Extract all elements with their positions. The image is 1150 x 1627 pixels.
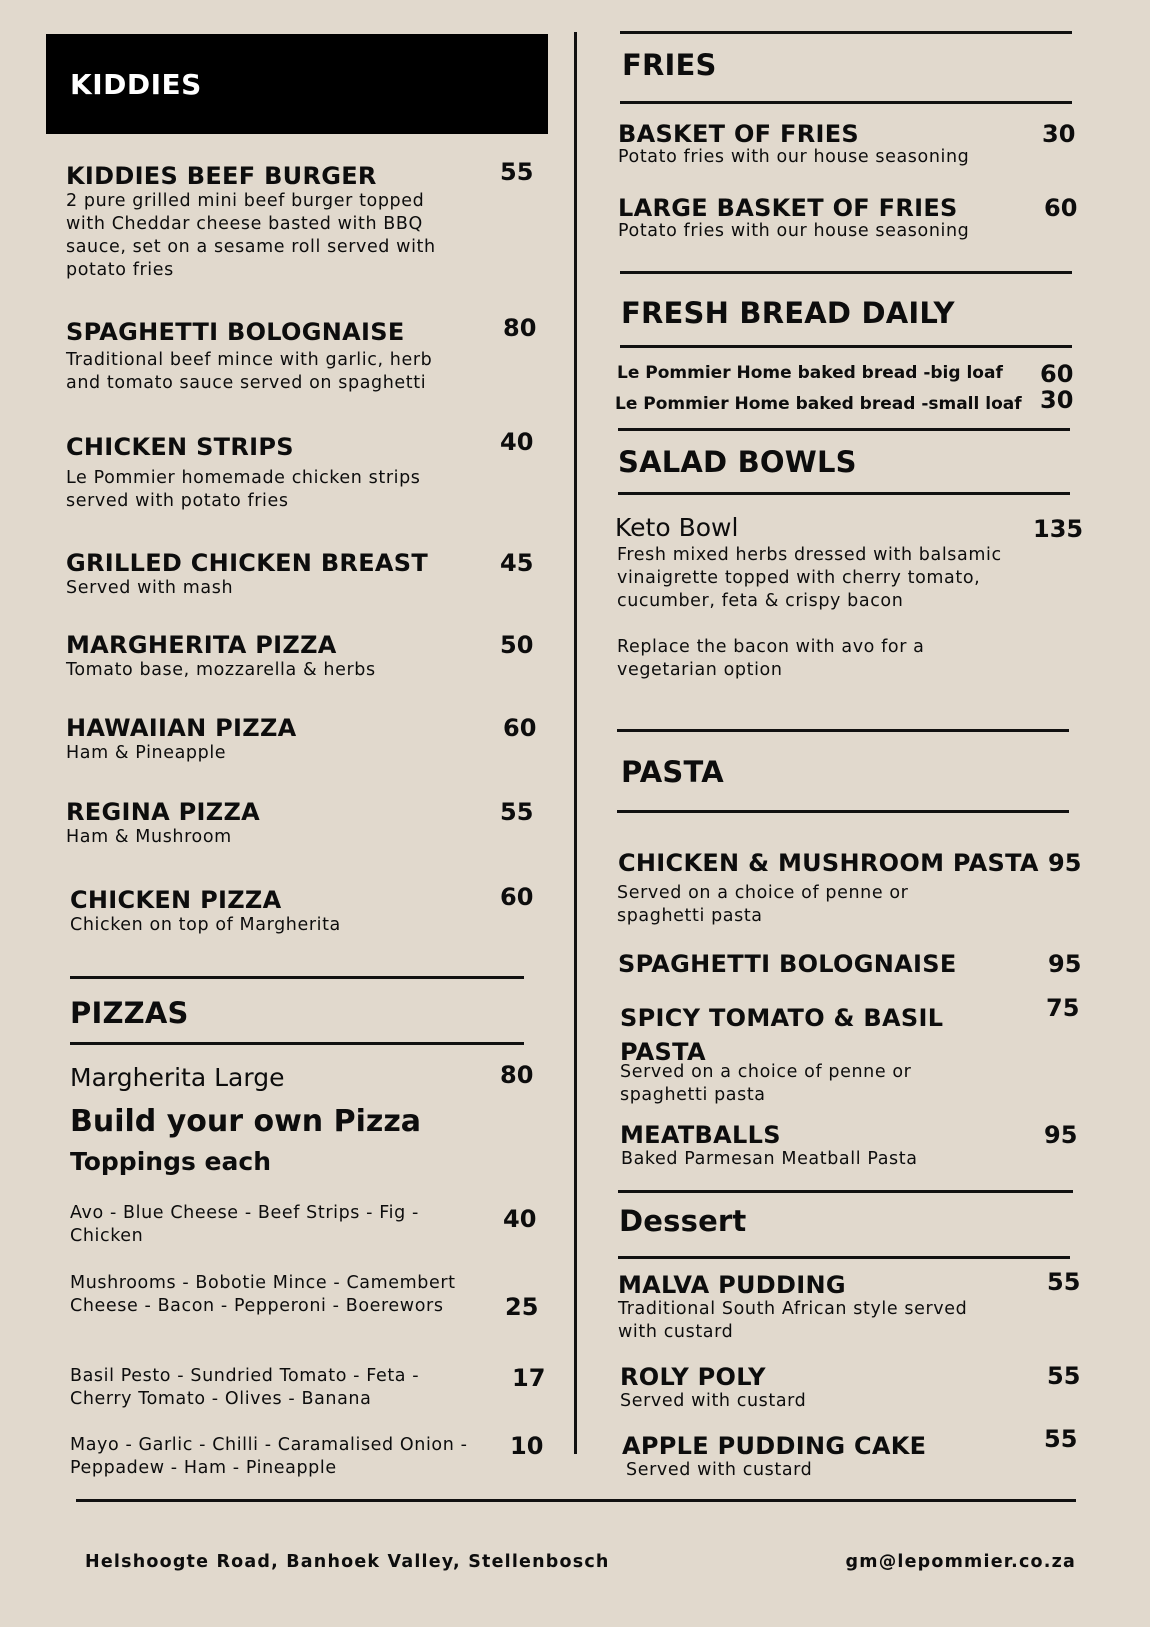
- toppings-group-price: 25: [505, 1293, 539, 1321]
- dessert-item-name: MALVA PUDDING: [618, 1271, 846, 1299]
- bread-item-name: Le Pommier Home baked bread -big loaf: [617, 363, 1003, 383]
- toppings-group-desc: Mayo - Garlic - Chilli - Caramalised Onion - Peppadew - Ham - Pineapple: [70, 1435, 468, 1478]
- kiddies-item-price: 40: [500, 428, 534, 456]
- divider: [618, 1256, 1070, 1259]
- footer-email[interactable]: gm@lepommier.co.za: [845, 1552, 1076, 1572]
- dessert-item-price: 55: [1044, 1425, 1078, 1453]
- pasta-item-price: 95: [1048, 849, 1082, 877]
- pizzas-title: PIZZAS: [70, 996, 189, 1030]
- kiddies-item-desc: Served with mash: [66, 578, 234, 598]
- keto-bowl-name: Keto Bowl: [615, 513, 739, 542]
- kiddies-item-price: 60: [503, 714, 537, 742]
- kiddies-item-price: 45: [500, 549, 534, 577]
- dessert-item-desc: Served with custard: [626, 1460, 813, 1480]
- pasta-item-price: 95: [1044, 1121, 1078, 1149]
- kiddies-item-name: CHICKEN PIZZA: [70, 886, 282, 914]
- column-divider: [574, 32, 577, 1454]
- divider: [617, 810, 1069, 813]
- divider: [70, 1042, 524, 1045]
- kiddies-header: [46, 34, 548, 134]
- bread-title: FRESH BREAD DAILY: [621, 296, 955, 330]
- kiddies-item-name: SPAGHETTI BOLOGNAISE: [66, 318, 405, 346]
- salad-title: SALAD BOWLS: [618, 445, 857, 479]
- dessert-item-name: ROLY POLY: [620, 1363, 766, 1391]
- pasta-item-name: SPAGHETTI BOLOGNAISE: [618, 950, 957, 978]
- kiddies-item-desc: Ham & Pineapple: [66, 743, 227, 763]
- fries-title: FRIES: [622, 48, 717, 82]
- kiddies-item-price: 60: [500, 883, 534, 911]
- pasta-item-desc: Served on a choice of penne or spaghetti pasta: [620, 1062, 912, 1105]
- pasta-item-price: 75: [1046, 994, 1080, 1022]
- dessert-item-price: 55: [1047, 1362, 1081, 1390]
- bread-item-name: Le Pommier Home baked bread -small loaf: [615, 394, 1022, 414]
- kiddies-item-desc: Traditional beef mince with garlic, herb and tomato sauce served on spaghetti: [66, 350, 433, 393]
- kiddies-item-name: CHICKEN STRIPS: [66, 433, 294, 461]
- fries-item-desc: Potato fries with our house seasoning: [618, 221, 970, 241]
- dessert-item-desc: Served with custard: [620, 1391, 807, 1411]
- kiddies-title: KIDDIES: [70, 68, 202, 101]
- dessert-item-desc: Traditional South African style served with custard: [618, 1299, 968, 1342]
- bread-item-price: 60: [1040, 360, 1074, 388]
- kiddies-item-price: 55: [500, 158, 534, 186]
- divider: [618, 1190, 1073, 1193]
- dessert-item-name: APPLE PUDDING CAKE: [622, 1432, 927, 1460]
- kiddies-item-name: HAWAIIAN PIZZA: [66, 714, 297, 742]
- toppings-group-desc: Basil Pesto - Sundried Tomato - Feta - Cherry Tomato - Olives - Banana: [70, 1366, 420, 1409]
- divider: [618, 428, 1070, 431]
- pasta-item-name: SPICY TOMATO & BASIL PASTA: [620, 1004, 944, 1066]
- divider: [620, 345, 1072, 348]
- divider: [70, 976, 524, 979]
- toppings-group-desc: Mushrooms - Bobotie Mince - Camembert Cheese - Bacon - Pepperoni - Boerewors: [70, 1273, 456, 1316]
- toppings-group-desc: Avo - Blue Cheese - Beef Strips - Fig - Chicken: [70, 1203, 419, 1246]
- footer-divider: [76, 1499, 1076, 1502]
- toppings-group-price: 17: [512, 1364, 546, 1392]
- footer-address: Helshoogte Road, Banhoek Valley, Stellenbosch: [85, 1552, 610, 1572]
- fries-item-name: BASKET OF FRIES: [618, 120, 860, 148]
- toppings-title: Toppings each: [70, 1147, 271, 1176]
- margherita-large-name: Margherita Large: [70, 1063, 285, 1092]
- pasta-title: PASTA: [621, 755, 724, 789]
- toppings-group-price: 40: [503, 1205, 537, 1233]
- fries-item-price: 30: [1042, 120, 1076, 148]
- kiddies-item-name: MARGHERITA PIZZA: [66, 631, 337, 659]
- fries-item-name: LARGE BASKET OF FRIES: [618, 194, 958, 222]
- pasta-item-name: CHICKEN & MUSHROOM PASTA: [618, 849, 1039, 877]
- kiddies-item-price: 50: [500, 631, 534, 659]
- kiddies-item-desc: Tomato base, mozzarella & herbs: [66, 660, 376, 680]
- fries-item-desc: Potato fries with our house seasoning: [618, 147, 970, 167]
- divider: [620, 271, 1072, 274]
- dessert-item-price: 55: [1047, 1268, 1081, 1296]
- kiddies-item-price: 55: [500, 798, 534, 826]
- divider: [620, 101, 1072, 104]
- divider: [618, 492, 1070, 495]
- fries-item-price: 60: [1044, 194, 1078, 222]
- toppings-group-price: 10: [510, 1432, 544, 1460]
- keto-bowl-price: 135: [1033, 515, 1084, 543]
- kiddies-item-name: GRILLED CHICKEN BREAST: [66, 549, 429, 577]
- keto-bowl-desc: Fresh mixed herbs dressed with balsamic vinaigrette topped with cherry tomato, cucumber, feta & crispy bacon: [617, 545, 1002, 611]
- pasta-item-name: MEATBALLS: [620, 1121, 781, 1149]
- pasta-item-desc: Served on a choice of penne or spaghetti pasta: [617, 883, 909, 926]
- kiddies-item-name: KIDDIES BEEF BURGER: [66, 162, 377, 190]
- pasta-item-desc: Baked Parmesan Meatball Pasta: [621, 1149, 918, 1169]
- margherita-large-price: 80: [500, 1061, 534, 1089]
- keto-bowl-note: Replace the bacon with avo for a vegetarian option: [617, 637, 925, 680]
- kiddies-item-price: 80: [503, 314, 537, 342]
- divider: [620, 31, 1072, 34]
- dessert-title: Dessert: [619, 1204, 747, 1238]
- bread-item-price: 30: [1040, 386, 1074, 414]
- build-your-own-title: Build your own Pizza: [70, 1104, 422, 1139]
- kiddies-item-desc: Ham & Mushroom: [66, 827, 232, 847]
- kiddies-item-desc: Chicken on top of Margherita: [70, 915, 341, 935]
- kiddies-item-desc: Le Pommier homemade chicken strips served with potato fries: [66, 468, 421, 511]
- divider: [617, 729, 1069, 732]
- pasta-item-price: 95: [1048, 950, 1082, 978]
- kiddies-item-name: REGINA PIZZA: [66, 798, 261, 826]
- kiddies-item-desc: 2 pure grilled mini beef burger topped with Cheddar cheese basted with BBQ sauce, set on a sesame roll served with potato fries: [66, 191, 436, 280]
